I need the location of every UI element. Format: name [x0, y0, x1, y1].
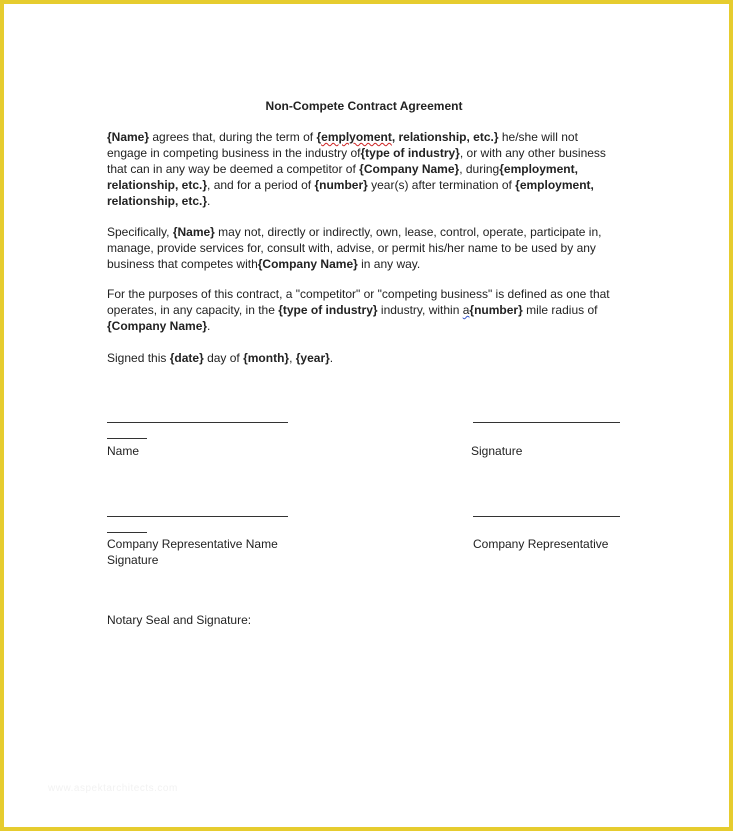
- placeholder-date: {date}: [169, 351, 204, 365]
- placeholder-name: {Name}: [107, 130, 150, 144]
- text: .: [207, 319, 211, 333]
- rep-name-signature-line-continuation: [107, 532, 147, 533]
- rep-label: Company Representative: [473, 537, 609, 551]
- text: he/she will not engage in competing business in the industry of: [107, 130, 578, 160]
- placeholder-number: {number}: [314, 178, 368, 192]
- rep-name-label: [107, 536, 278, 568]
- text: For the purposes of this contract, a "competitor" or "competing business" is defined as one that operates, in any capacity, in the: [107, 287, 610, 317]
- signature-line[interactable]: [473, 422, 620, 423]
- placeholder-company: {Company Name}: [107, 319, 208, 333]
- rep-name-signature-line[interactable]: [107, 516, 288, 517]
- text: year(s) after termination of: [367, 178, 516, 192]
- text: Specifically,: [107, 225, 173, 239]
- text: ,: [289, 351, 296, 365]
- placeholder-name: {Name}: [172, 225, 215, 239]
- name-label: Name: [107, 444, 140, 458]
- text: .: [329, 351, 334, 365]
- placeholder-employment-2: {employment, relationship, etc.}: [107, 162, 578, 192]
- text: may not, directly or indirectly, own, lease, control, operate, participate in, manage, provide services for, consult with, advise, or permit his/her name to be used by any business that competes with: [107, 225, 602, 271]
- text: Signed this: [107, 351, 170, 365]
- text: , during: [459, 162, 500, 176]
- grammar-flag: a: [462, 303, 470, 317]
- placeholder-year: {year}: [295, 351, 330, 365]
- name-signature-line[interactable]: [107, 422, 288, 423]
- text: day of: [203, 351, 244, 365]
- paragraph-specifically: [107, 224, 617, 272]
- placeholder-employment: {emplyoment, relationship, etc.}: [316, 130, 499, 144]
- name-signature-line-continuation: [107, 438, 147, 439]
- document-title: Non-Compete Contract Agreement: [265, 99, 463, 113]
- notary-label: Notary Seal and Signature:: [107, 613, 252, 627]
- paragraph-terms: [107, 129, 617, 209]
- placeholder-number: {number}: [469, 303, 523, 317]
- rep-name-label-line-2: Signature: [107, 553, 159, 567]
- placeholder-company: {Company Name}: [359, 162, 460, 176]
- text: .: [207, 194, 211, 208]
- placeholder-employment-3: {employment, relationship, etc.}: [107, 178, 594, 208]
- watermark: www.aspektarchitects.com: [48, 783, 178, 794]
- signature-label: Signature: [471, 444, 523, 458]
- text: mile radius of: [522, 303, 598, 317]
- spelling-flag: emplyoment: [321, 130, 392, 144]
- placeholder-industry: {type of industry}: [278, 303, 378, 317]
- rep-signature-line[interactable]: [473, 516, 620, 517]
- rep-name-label-line-1: Company Representative Name: [107, 537, 278, 551]
- paragraph-signed: [107, 350, 617, 366]
- text: , and for a period of: [207, 178, 315, 192]
- placeholder-company: {Company Name}: [257, 257, 358, 271]
- placeholder-month: {month}: [243, 351, 290, 365]
- text: industry, within: [377, 303, 463, 317]
- text: agrees that, during the term of: [149, 130, 317, 144]
- text: , or with any other business that can in any way be deemed a competitor of: [107, 146, 606, 176]
- paragraph-definition: [107, 286, 617, 334]
- placeholder-industry: {type of industry}: [360, 146, 460, 160]
- text: in any way.: [357, 257, 421, 271]
